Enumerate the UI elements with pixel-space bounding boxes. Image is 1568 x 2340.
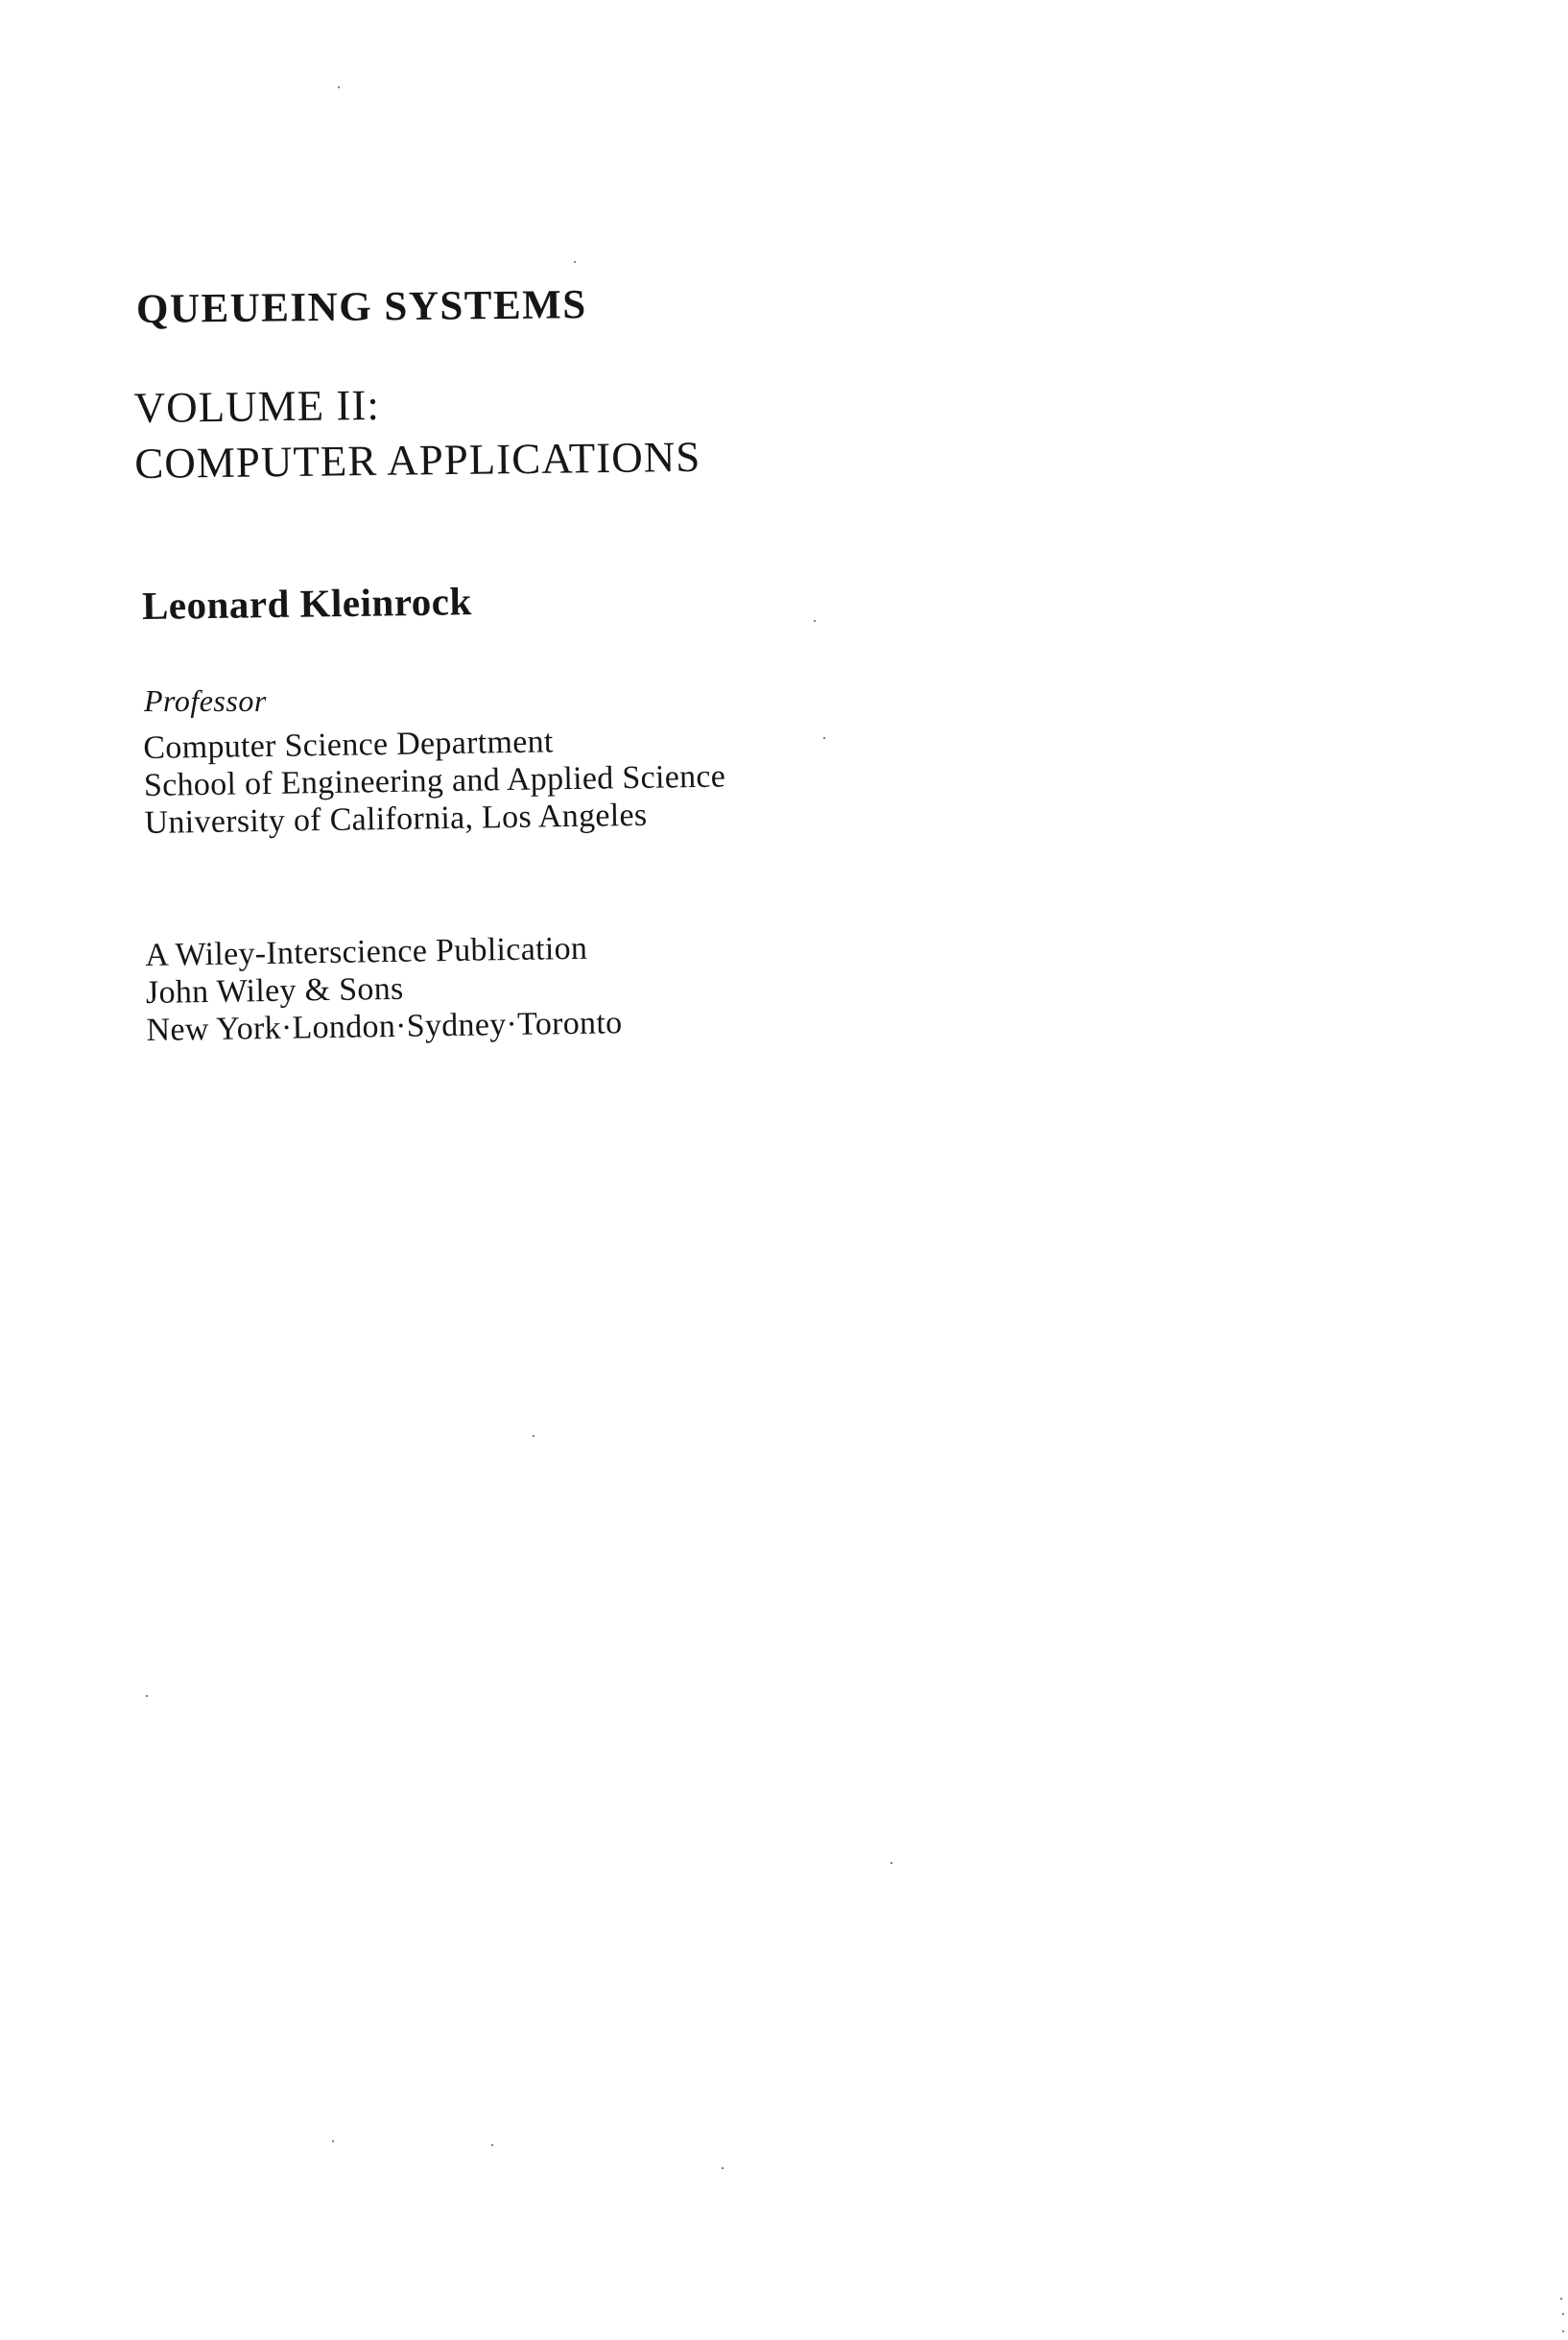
- scan-speck: [814, 620, 816, 622]
- author-role: Professor: [144, 683, 267, 718]
- affiliation-line: University of California, Los Angeles: [144, 797, 648, 841]
- scan-speck: [332, 2140, 334, 2142]
- affiliation-line: School of Engineering and Applied Science: [143, 758, 726, 803]
- scan-speck: [891, 1862, 892, 1864]
- scan-speck: [574, 261, 576, 263]
- scan-speck: [533, 1435, 535, 1437]
- series-title: QUEUEING SYSTEMS: [135, 282, 587, 332]
- publisher-imprint: [145, 929, 623, 1049]
- affiliation-line: Computer Science Department: [143, 724, 554, 767]
- publisher-line: John Wiley & Sons: [145, 970, 404, 1011]
- publisher-line: A Wiley-Interscience Publication: [145, 930, 588, 974]
- publisher-line: New York·London·Sydney·Toronto: [146, 1005, 623, 1048]
- scan-speck: [1562, 2313, 1564, 2315]
- volume-number: VOLUME II:: [133, 380, 381, 433]
- scan-speck: [491, 2144, 493, 2146]
- scan-speck: [722, 2167, 724, 2169]
- volume-title: [133, 373, 701, 491]
- author-name: Leonard Kleinrock: [141, 579, 473, 628]
- author-affiliation: [143, 720, 726, 842]
- volume-subtitle: COMPUTER APPLICATIONS: [134, 432, 701, 488]
- scan-speck: [338, 86, 340, 88]
- scan-speck: [1562, 2330, 1564, 2332]
- scan-speck: [1560, 2298, 1562, 2300]
- scan-speck: [823, 737, 825, 739]
- scan-speck: [146, 1695, 148, 1697]
